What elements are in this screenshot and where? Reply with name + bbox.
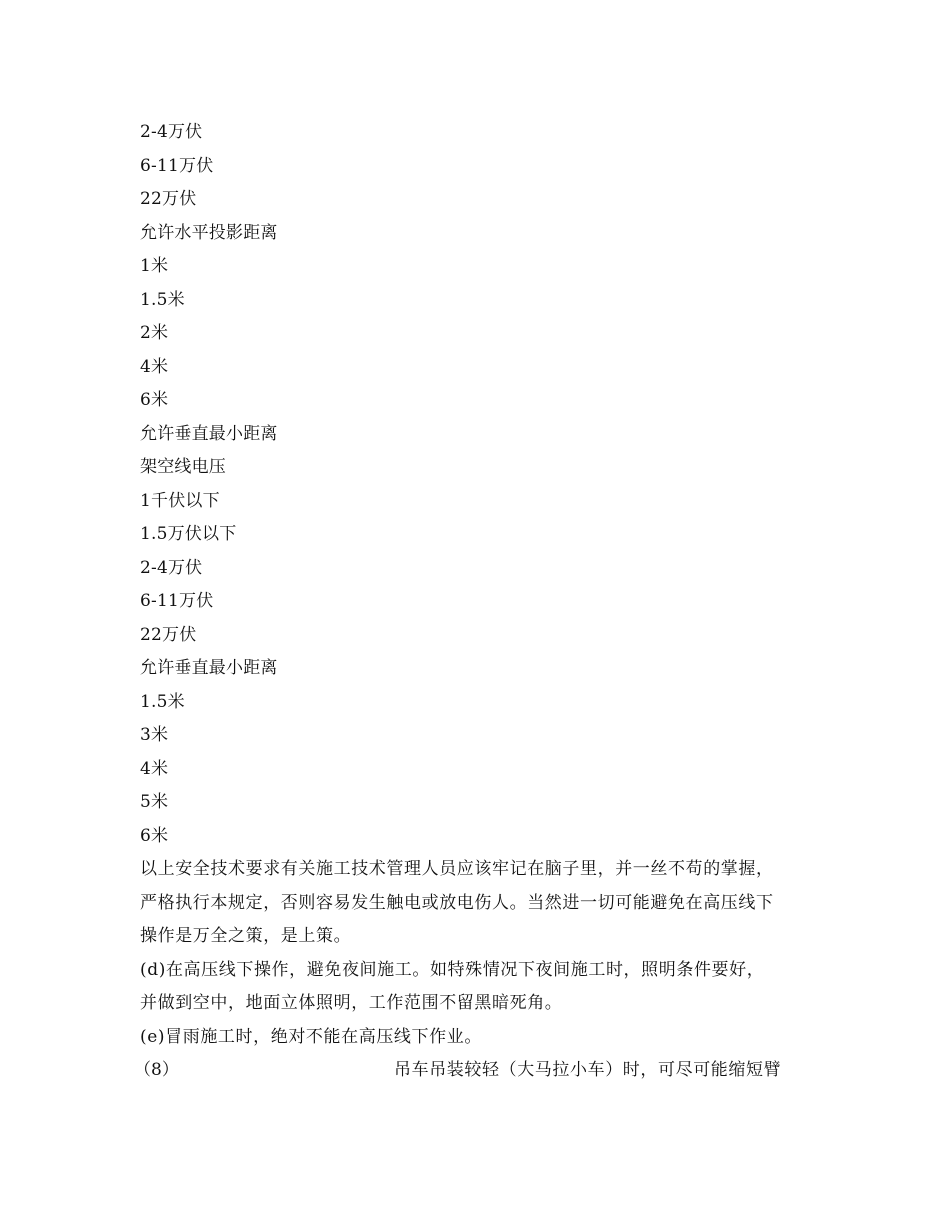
section-heading: 允许水平投影距离	[140, 222, 278, 243]
distance-line: 6米	[140, 825, 169, 846]
voltage-line: 22万伏	[140, 189, 197, 209]
document-body	[134, 116, 820, 1088]
section-heading: 允许垂直最小距离	[140, 423, 278, 444]
voltage-line: 6-11万伏	[140, 155, 214, 176]
distance-line: 1.5米	[140, 691, 185, 712]
safety-paragraph	[140, 853, 820, 954]
voltage-line: 22万伏	[140, 624, 197, 645]
distance-line: 4米	[140, 356, 169, 377]
paragraph-line: 以上安全技术要求有关施工技术管理人员应该牢记在脑子里，并一丝不苟的掌握，	[140, 859, 774, 879]
voltage-line: 6-11万伏	[140, 591, 214, 611]
paragraph-line: (e)冒雨施工时，绝对不能在高压线下作业。	[140, 1026, 482, 1047]
distance-line: 2米	[140, 323, 169, 343]
paragraph-line: 操作是万全之策，是上策。	[140, 926, 352, 946]
distance-line: 5米	[140, 792, 169, 812]
paragraph-line: (d)在高压线下操作，避免夜间施工。如特殊情况下夜间施工时，照明条件要好，	[140, 959, 765, 980]
distance-line: 1米	[140, 256, 169, 276]
paragraph-line: 严格执行本规定，否则容易发生触电或放电伤人。当然进一切可能避免在高压线下	[140, 892, 774, 913]
voltage-line: 1.5万伏以下	[140, 524, 237, 544]
distance-line: 4米	[140, 758, 169, 779]
distance-line: 1.5米	[140, 289, 185, 310]
voltage-line: 2-4万伏	[140, 557, 203, 578]
item-8-line	[134, 1054, 820, 1088]
section-heading: 架空线电压	[140, 457, 226, 477]
distance-line: 3米	[140, 725, 169, 745]
night-work-paragraph	[140, 954, 820, 1021]
item-number: （8）	[134, 1060, 179, 1080]
voltage-line: 2-4万伏	[140, 122, 203, 142]
section-heading: 允许垂直最小距离	[140, 658, 278, 678]
distance-line: 6米	[140, 390, 169, 410]
paragraph-line: 并做到空中，地面立体照明，工作范围不留黑暗死角。	[140, 993, 563, 1013]
item-text: 吊车吊装较轻（大马拉小车）时，可尽可能缩短臂	[394, 1060, 782, 1080]
voltage-line: 1千伏以下	[140, 490, 220, 511]
rain-work-paragraph	[140, 1021, 820, 1055]
